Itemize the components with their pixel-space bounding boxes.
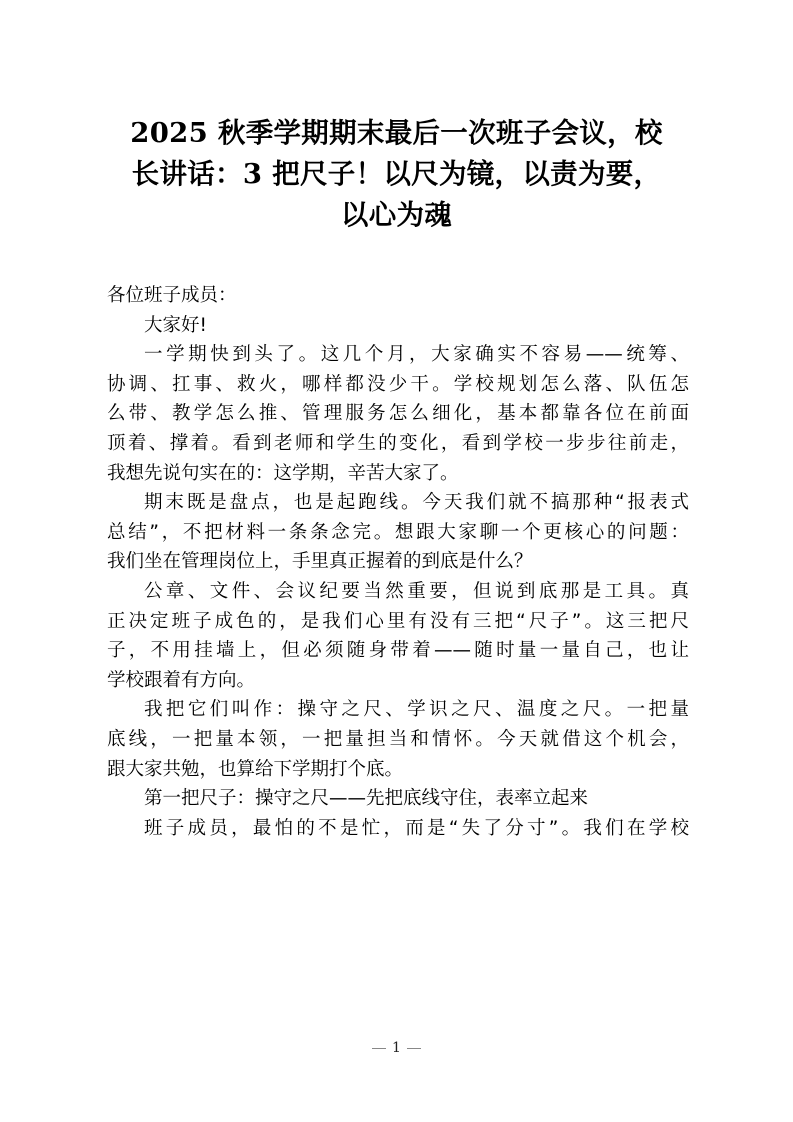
page-footer [0, 1040, 793, 1056]
document-title [100, 113, 693, 236]
page-number: 1 [392, 1040, 401, 1056]
document-body [107, 281, 689, 843]
body-line: 我们坐在管理岗位上，手里真正握着的到底是什么？ [107, 551, 533, 573]
title-line-3: 以心为魂 [340, 199, 453, 231]
body-line: 顶着、撑着。看到老师和学生的变化，看到学校一步步往前走， [107, 432, 689, 454]
body-line: 班子成员，最怕的不是忙，而是“失了分寸”。我们在学校 [144, 817, 689, 839]
body-line: 底线，一把量本领，一把量担当和情怀。今天就借这个机会， [107, 728, 689, 750]
body-line: 子，不用挂墙上，但必须随身带着——随时量一量自己，也让 [107, 640, 689, 662]
body-line: 正决定班子成色的，是我们心里有没有三把“尺子”。这三把尺 [107, 610, 689, 632]
body-line: 期末既是盘点，也是起跑线。今天我们就不搞那种“报表式 [144, 492, 689, 514]
body-line: 公章、文件、会议纪要当然重要，但说到底那是工具。真 [144, 580, 689, 602]
body-line: 我把它们叫作：操守之尺、学识之尺、温度之尺。一把量 [144, 699, 689, 721]
title-line-2: 长讲话：3 把尺子！以尺为镜，以责为要， [131, 158, 662, 190]
body-line: 学校跟着有方向。 [107, 669, 256, 691]
body-line: 么带、教学怎么推、管理服务怎么细化，基本都靠各位在前面 [107, 403, 689, 425]
dash-left [372, 1048, 386, 1049]
body-line: 大家好! [144, 314, 207, 336]
body-line: 我想先说句实在的：这学期，辛苦大家了。 [107, 462, 459, 484]
body-line: 总结”，不把材料一条条念完。想跟大家聊一个更核心的问题： [107, 521, 689, 543]
body-line: 协调、扛事、救火，哪样都没少干。学校规划怎么落、队伍怎 [107, 373, 689, 395]
body-line: 第一把尺子：操守之尺——先把底线守住，表率立起来 [144, 788, 589, 810]
body-line: 一学期快到头了。这几个月，大家确实不容易——统筹、 [144, 344, 689, 366]
body-line: 各位班子成员： [107, 285, 237, 306]
dash-right [407, 1048, 421, 1049]
body-line: 跟大家共勉，也算给下学期打个底。 [107, 758, 404, 780]
title-line-1: 2025 秋季学期期末最后一次班子会议，校 [130, 117, 663, 149]
